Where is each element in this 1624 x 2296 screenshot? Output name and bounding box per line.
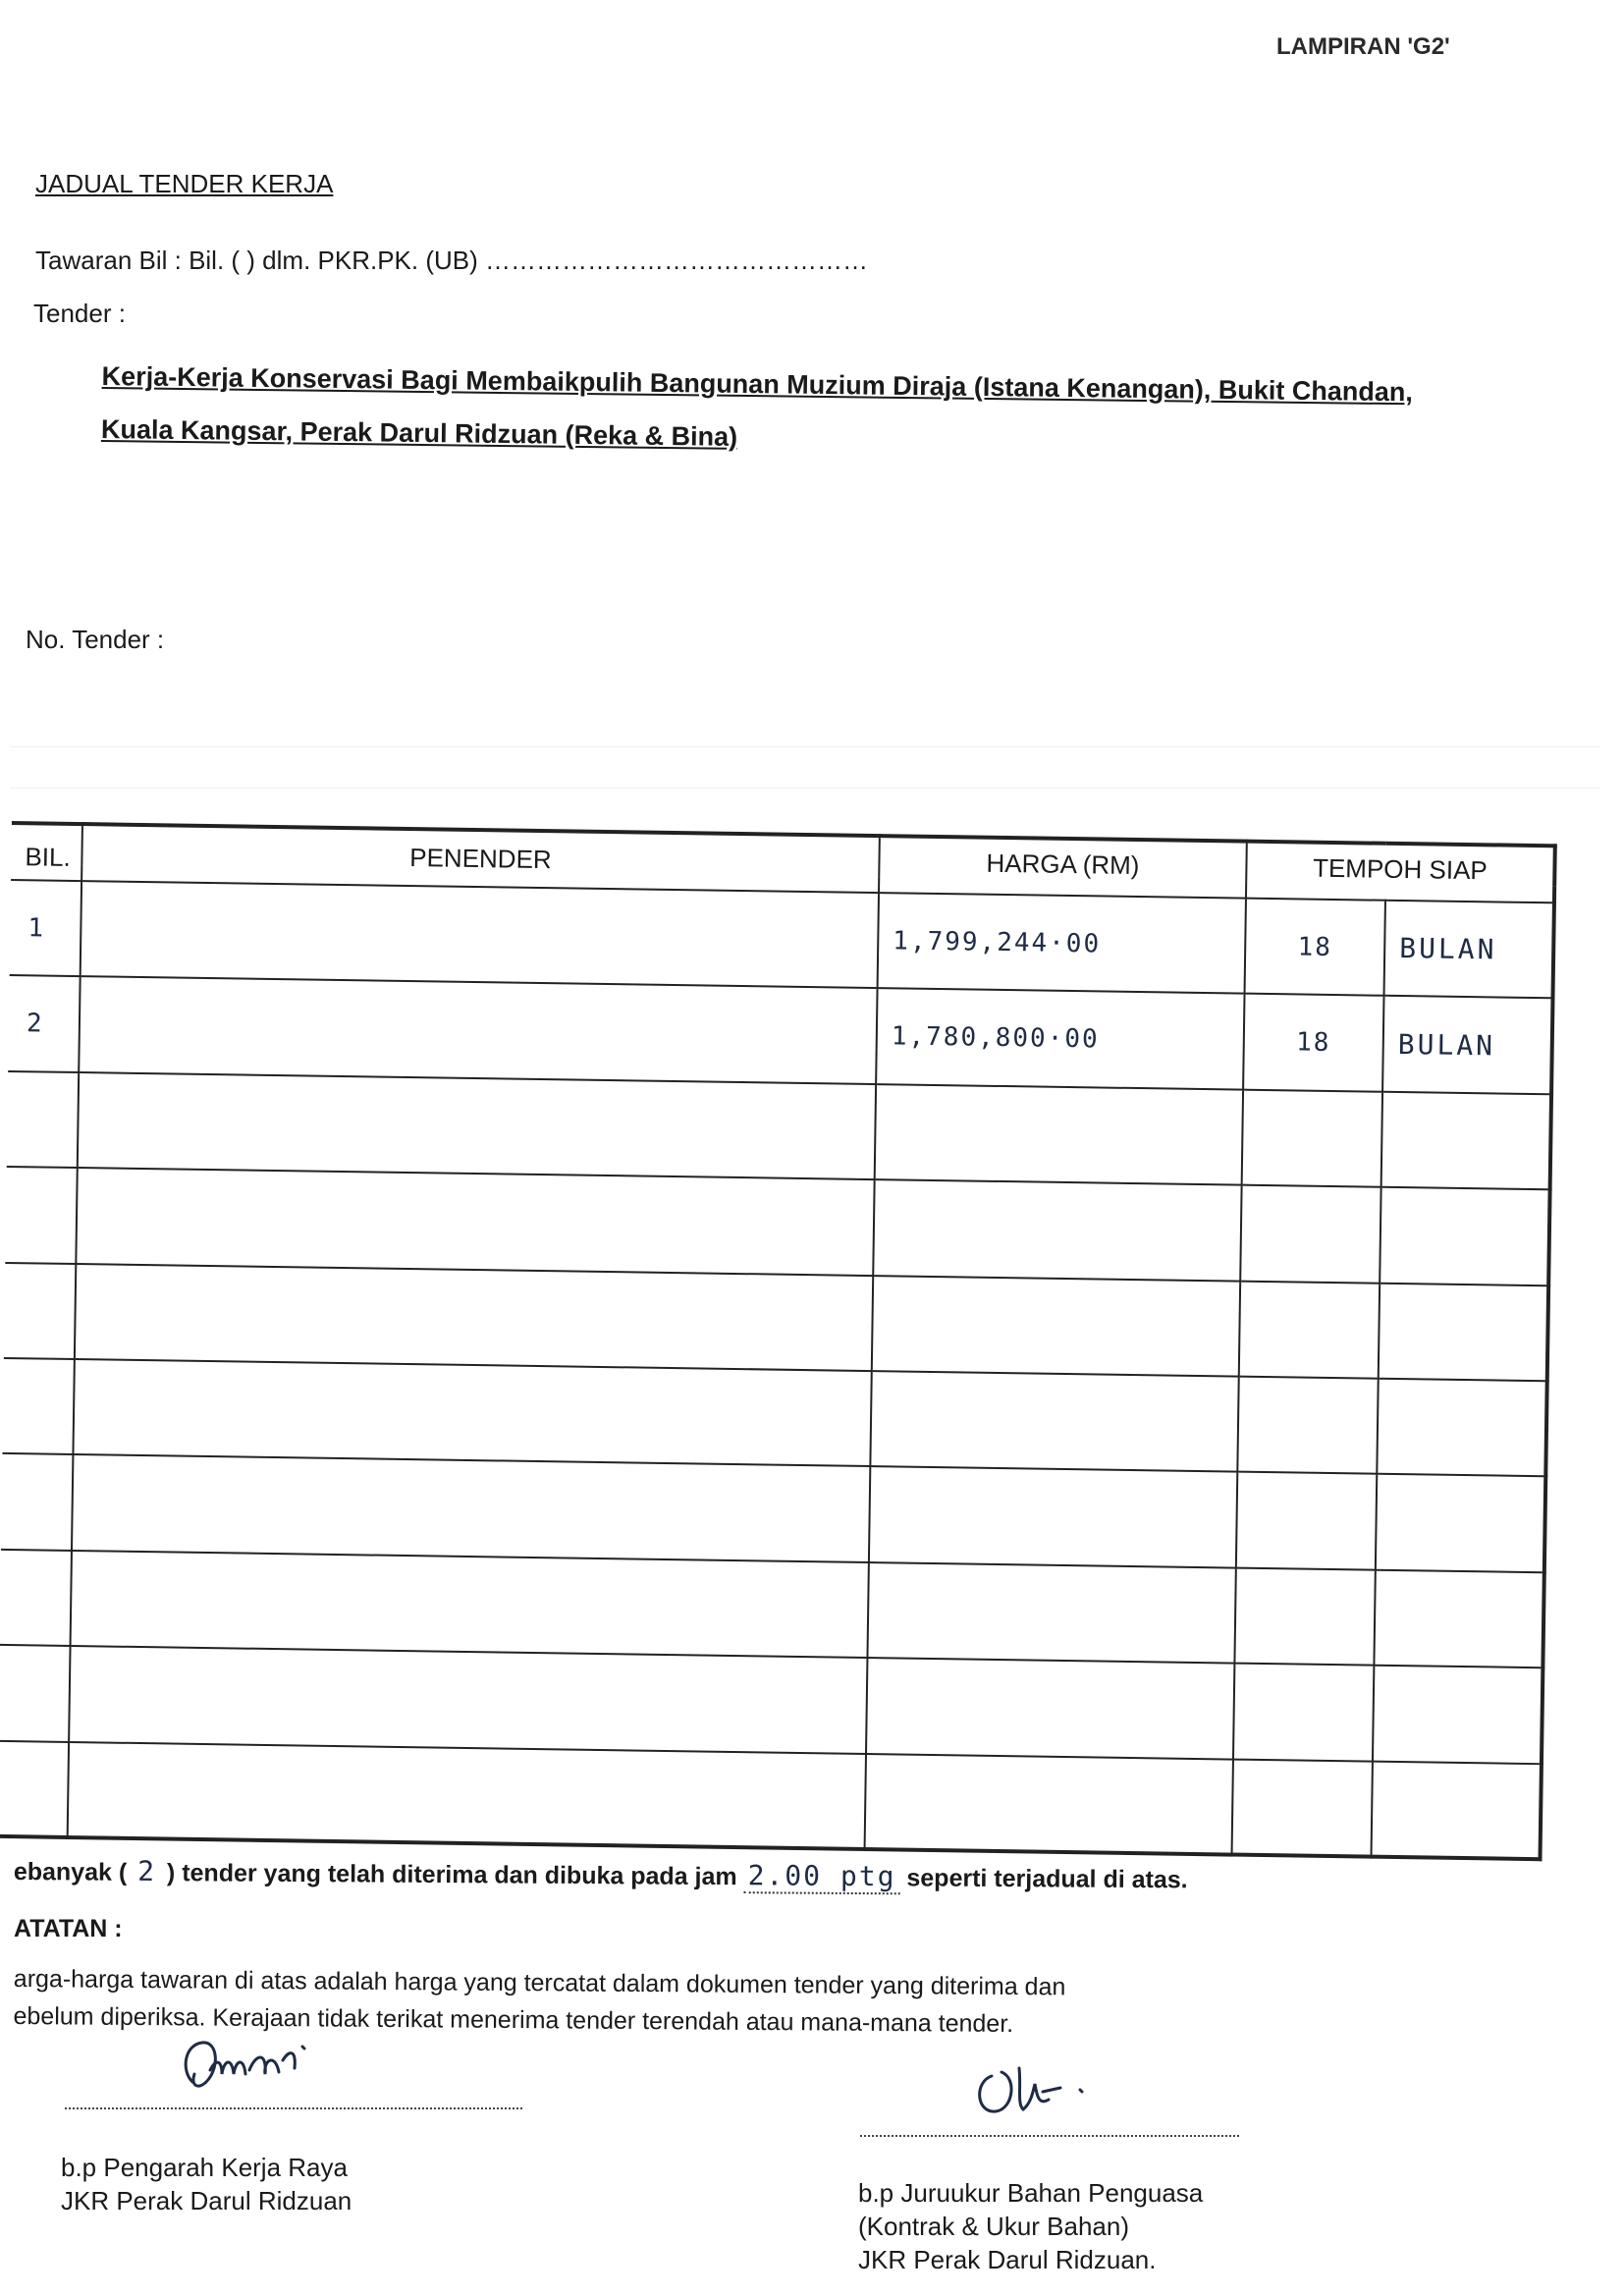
tender-table-wrapper: [0, 821, 1555, 1861]
cell-bil: [2, 1358, 74, 1454]
column-header-bil: BIL.: [11, 823, 82, 881]
cell-bil: [0, 1550, 72, 1646]
cell-tempoh: [1240, 1185, 1380, 1283]
summary-suffix: seperti terjadual di atas.: [906, 1864, 1188, 1894]
catatan-heading: ATATAN :: [14, 1915, 123, 1942]
cell-unit: [1379, 1283, 1548, 1381]
cell-penender: [79, 976, 877, 1083]
cell-bil: [4, 1263, 76, 1359]
tawaran-line: Tawaran Bil : Bil. ( ) dlm. PKR.PK. (UB) ………………………………………: [35, 246, 868, 275]
tender-title-line-1: Kerja-Kerja Konservasi Bagi Membaikpulih Bangunan Muzium Diraja (Istana Kenangan), Bukit Chandan,: [101, 360, 1414, 408]
cell-harga: [872, 1276, 1240, 1377]
cell-tempoh: 18: [1245, 899, 1385, 996]
cell-penender: [71, 1551, 869, 1658]
right-signature-dept: (Kontrak & Ukur Bahan): [858, 2212, 1130, 2241]
left-signature-block: [61, 2151, 352, 2217]
cell-bil: 2: [8, 975, 80, 1071]
cell-harga: [869, 1466, 1237, 1567]
cell-harga: [873, 1179, 1241, 1281]
cell-bil: [0, 1645, 71, 1741]
column-header-harga: HARGA (RM): [879, 836, 1247, 899]
cell-unit: [1380, 1187, 1549, 1285]
cell-penender: [72, 1454, 870, 1561]
catatan-line-1: arga-harga tawaran di atas adalah harga yang tercatat dalam dokumen tender yang diterima dan: [13, 1964, 1066, 2001]
summary-prefix: ebanyak (: [13, 1857, 128, 1886]
cell-tempoh: [1236, 1472, 1377, 1569]
cell-tempoh: [1239, 1281, 1380, 1378]
tender-table: [0, 821, 1557, 1861]
cell-unit: [1377, 1379, 1546, 1477]
summary-line: [14, 1854, 1188, 1894]
cell-harga: 1,799,244·00: [878, 893, 1246, 994]
tender-title-line-2: Kuala Kangsar, Perak Darul Ridzuan (Reka & Bina): [100, 413, 738, 452]
document-title: JADUAL TENDER KERJA: [35, 169, 334, 198]
column-header-tempoh: TEMPOH SIAP: [1246, 842, 1555, 903]
faint-divider: [10, 788, 1600, 789]
right-signature-title: b.p Juruukur Bahan Penguasa: [858, 2178, 1204, 2208]
summary-middle: ) tender yang telah diterima dan dibuka pada jam: [166, 1859, 737, 1891]
cell-unit: [1376, 1474, 1545, 1572]
left-signature-line: [65, 2107, 522, 2109]
left-signature-mark: [173, 2031, 330, 2109]
cell-harga: [866, 1658, 1234, 1759]
unit-text: BULAN: [1397, 1027, 1496, 1063]
cell-tempoh: [1237, 1377, 1378, 1474]
summary-time: 2.00 ptg: [744, 1859, 900, 1894]
cell-penender: [75, 1264, 873, 1371]
cell-tempoh: [1232, 1759, 1373, 1857]
catatan-line-2: ebelum diperiksa. Kerajaan tidak terikat menerima tender terendah atau mana-mana tender.: [13, 2001, 1014, 2038]
cell-tempoh: 18: [1243, 994, 1383, 1091]
cell-harga: [875, 1084, 1243, 1185]
cell-penender: [76, 1168, 874, 1275]
cell-bil: [7, 1071, 79, 1168]
summary-count: 2: [137, 1854, 157, 1888]
cell-bil: [5, 1167, 77, 1263]
left-signature-title: b.p Pengarah Kerja Raya: [61, 2153, 348, 2182]
cell-bil: [0, 1740, 69, 1837]
unit-text: BULAN: [1398, 932, 1497, 966]
cell-unit: [1374, 1569, 1543, 1667]
right-signature-org: JKR Perak Darul Ridzuan.: [858, 2245, 1157, 2274]
appendix-label: LAMPIRAN 'G2': [1276, 33, 1450, 60]
cell-penender: [68, 1741, 866, 1849]
right-signature-block: [858, 2176, 1203, 2276]
cell-unit: [1384, 901, 1554, 999]
cell-tempoh: [1234, 1567, 1375, 1665]
tender-label: Tender :: [33, 299, 126, 328]
no-tender-label: No. Tender :: [26, 625, 165, 654]
cell-unit: [1381, 1092, 1551, 1190]
tender-title: [101, 350, 1496, 472]
cell-penender: [69, 1646, 867, 1753]
cell-bil: [1, 1453, 73, 1550]
cell-unit: [1372, 1761, 1542, 1859]
cell-harga: 1,780,800·00: [876, 989, 1244, 1090]
cell-bil: 1: [10, 880, 81, 976]
right-signature-line: [860, 2135, 1239, 2137]
cell-harga: [865, 1754, 1233, 1855]
cell-unit: [1373, 1666, 1543, 1764]
cell-unit: [1382, 996, 1552, 1094]
table-header-row: [11, 823, 1554, 887]
column-header-penender: PENENDER: [81, 824, 880, 893]
cell-harga: [867, 1562, 1235, 1664]
right-signature-mark: [962, 2049, 1100, 2127]
cell-penender: [73, 1359, 871, 1466]
left-signature-org: JKR Perak Darul Ridzuan: [61, 2186, 352, 2215]
faint-divider: [10, 746, 1600, 747]
cell-tempoh: [1242, 1089, 1382, 1186]
cell-tempoh: [1233, 1664, 1374, 1761]
cell-penender: [78, 1072, 876, 1179]
cell-harga: [870, 1371, 1238, 1472]
cell-penender: [81, 881, 879, 988]
